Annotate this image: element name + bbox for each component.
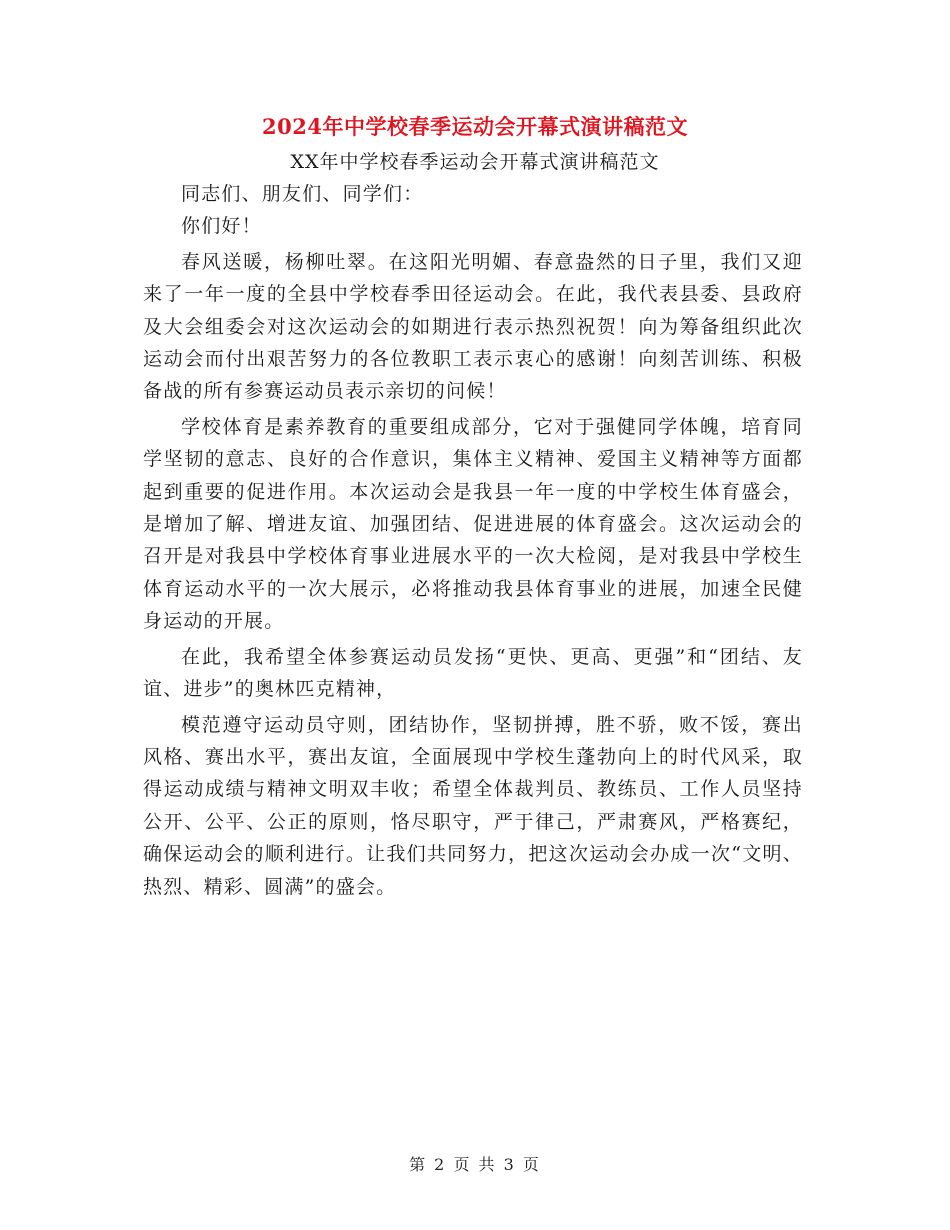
body-paragraph: 在此，我希望全体参赛运动员发扬“更快、更高、更强”和“团结、友谊、进步”的奥林匹克精神，	[143, 645, 803, 701]
body-paragraph: 模范遵守运动员守则，团结协作，坚韧拼搏，胜不骄，败不馁，赛出风格、赛出水平，赛出友谊，全面展现中学校生蓬勃向上的时代风采，取得运动成绩与精神文明双丰收；希望全体裁判员、教练员、工作人员坚持公开、公平、公正的原则，恪尽职守，严于律己，严肃赛风，严格赛纪，确保运动会的顺利进行。让我们共同努力，把这次运动会办成一次“文明、热烈、精彩、圆满”的盛会。	[143, 713, 803, 898]
page-number-footer: 第 2 页 共 3 页	[409, 1155, 541, 1174]
document-subtitle: XX年中学校春季运动会开幕式演讲稿范文	[290, 151, 660, 173]
document-title: 2024年中学校春季运动会开幕式演讲稿范文	[262, 114, 688, 139]
document-body	[143, 178, 803, 903]
body-paragraph: 学校体育是素养教育的重要组成部分，它对于强健同学体魄，培育同学坚韧的意志、良好的合作意识，集体主义精神、爱国主义精神等方面都起到重要的促进作用。本次运动会是我县一年一度的中学校生体育盛会，是增加了解、增进友谊、加强团结、促进进展的体育盛会。这次运动会的召开是对我县中学校体育事业进展水平的一次大检阅，是对我县中学校生体育运动水平的一次大展示，必将推动我县体育事业的进展，加速全民健身运动的开展。	[143, 415, 803, 633]
greeting-paragraph: 你们好！	[181, 215, 262, 238]
body-paragraph: 春风送暖，杨柳吐翠。在这阳光明媚、春意盎然的日子里，我们又迎来了一年一度的全县中学校春季田径运动会。在此，我代表县委、县政府及大会组委会对这次运动会的如期进行表示热烈祝贺！向为筹备组织此次运动会而付出艰苦努力的各位教职工表示衷心的感谢！向刻苦训练、积极备战的所有参赛运动员表示亲切的问候！	[143, 250, 803, 403]
salutation-paragraph: 同志们、朋友们、同学们：	[181, 183, 424, 205]
